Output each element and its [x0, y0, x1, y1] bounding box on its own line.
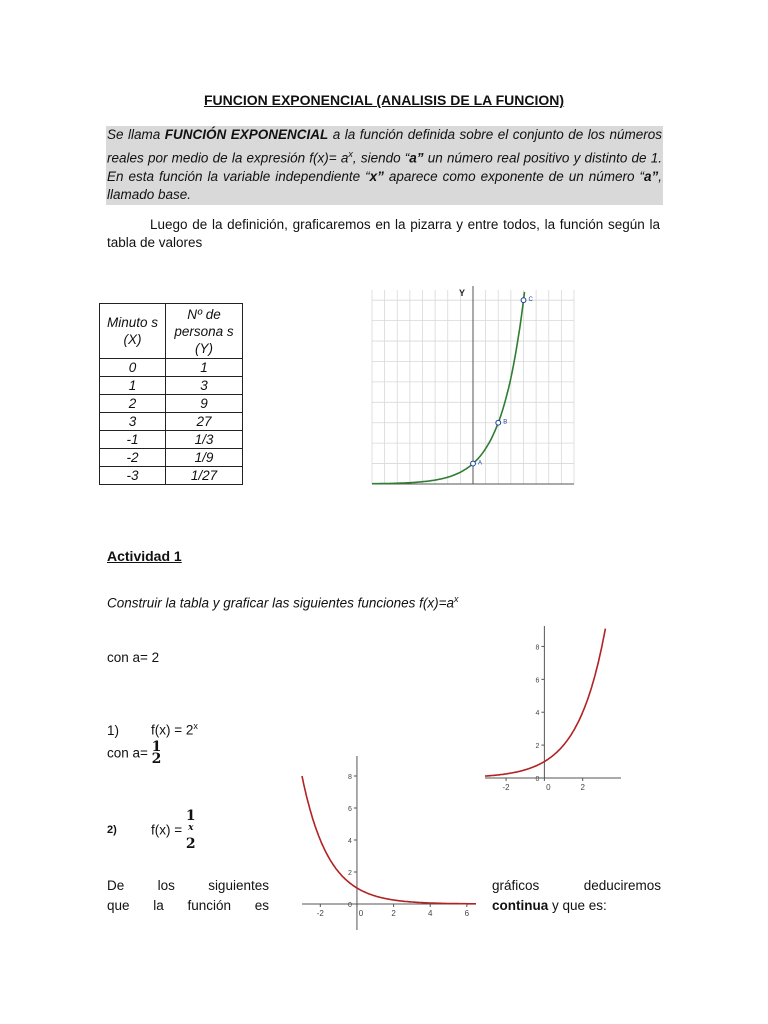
fraction-half [152, 741, 162, 765]
def-text-1: Se llama [107, 127, 165, 142]
x-tick-label: 4 [427, 909, 433, 918]
exponential-chart-3x [368, 282, 578, 494]
y-tick-label: 0 [535, 776, 540, 783]
y-tick-label: 2 [535, 743, 540, 751]
y-tick-label: 8 [348, 774, 352, 781]
def-bold-term: FUNCIÓN EXPONENCIAL [164, 127, 329, 142]
word: De [107, 878, 125, 893]
y-axis-label: Y [459, 288, 466, 298]
x-tick-label: 0 [358, 909, 364, 918]
word: siguientes [208, 878, 269, 893]
fraction-numerator: 1 [151, 739, 162, 755]
def-text-4: un número real positivo y distinto de 1. En esta función la variable independiente “ [107, 150, 663, 184]
cell-x: 3 [100, 413, 166, 431]
intro-text: Luego de la definición, graficaremos en la pizarra y entre todos, la función según la tabla de valores [107, 217, 660, 250]
item-2-sup: x [188, 823, 194, 833]
instruction-sup: x [454, 594, 459, 604]
data-point [521, 298, 526, 303]
table-row [100, 359, 243, 377]
word: función [187, 898, 231, 913]
word: deduciremos [583, 878, 661, 893]
x-tick-label: -2 [502, 783, 510, 792]
word: la [153, 898, 164, 913]
series-line [485, 629, 605, 777]
word: gráficos [492, 878, 540, 893]
cell-y: 1/9 [166, 449, 243, 467]
continua-bold: continua [492, 898, 549, 913]
conclusion-line2-left [107, 898, 269, 913]
base-case-2 [107, 741, 161, 765]
y-tick-label: 4 [348, 838, 352, 845]
def-bold-x: x” [369, 168, 384, 184]
item-1 [107, 721, 198, 738]
def-text-5: aparece como exponente de un número “ [383, 168, 644, 184]
def-text-2: a la función definida sobre el conjunto de los números reales por medio de la expresión f(x)= a [107, 127, 662, 165]
item-2-number: 2) [107, 823, 117, 836]
fraction-denominator: 2 [151, 751, 162, 767]
table-header-row [100, 304, 243, 359]
table-row [100, 377, 243, 395]
y-tick-label: 4 [535, 710, 540, 718]
cell-y: 3 [166, 377, 243, 395]
base-case-1: con a= 2 [107, 650, 160, 665]
def-bold-a-2: a” [643, 168, 659, 184]
fraction-half-2 [186, 810, 196, 850]
word: los [157, 878, 175, 893]
def-sup-x: x [348, 148, 353, 159]
definition-box [106, 126, 663, 205]
table-row [100, 431, 243, 449]
y-tick-label: 6 [348, 806, 352, 813]
data-point [496, 420, 501, 425]
word: que [107, 898, 130, 913]
fraction-denominator-2: 2 [185, 835, 196, 852]
conclusion-end: y que es: [548, 898, 607, 913]
x-tick-label: -2 [316, 909, 324, 918]
series-line [302, 776, 476, 904]
item-1-number: 1) [107, 722, 120, 738]
table-row [100, 413, 243, 431]
data-point-label: A [478, 460, 483, 467]
activity-title: Actividad 1 [107, 548, 182, 564]
def-text-3: , siendo “ [352, 150, 410, 165]
table-header-x [100, 304, 166, 359]
y-tick-label: 6 [535, 677, 540, 685]
cell-x: 0 [100, 359, 166, 377]
def-bold-a: a” [409, 150, 424, 165]
table-row [100, 395, 243, 413]
cell-x: -2 [100, 449, 166, 467]
y-tick-label: 8 [535, 644, 540, 652]
cell-y: 27 [166, 413, 243, 431]
instruction-text [107, 594, 459, 611]
exponential-chart-2x [483, 618, 623, 796]
cell-y: 1 [166, 359, 243, 377]
item-2-expr: f(x) = [151, 822, 186, 838]
values-table [99, 303, 243, 485]
y-tick-label: 2 [348, 870, 352, 877]
item-1-sup: x [193, 721, 198, 731]
data-point [471, 461, 476, 466]
conclusion-line1-right [492, 878, 661, 893]
conclusion-line1-left [107, 878, 269, 893]
data-point-label: B [503, 419, 508, 426]
item-2 [107, 810, 196, 850]
intro-paragraph [107, 216, 660, 252]
table-row [100, 449, 243, 467]
fraction-numerator-2 [186, 810, 196, 838]
base-case-2-label: con a= [107, 745, 152, 761]
cell-x: -1 [100, 431, 166, 449]
data-point-label: C [528, 297, 533, 304]
x-tick-label: 0 [546, 783, 551, 792]
cell-y: 1/3 [166, 431, 243, 449]
x-tick-label: 6 [464, 909, 470, 918]
header-y-text: Nº de persona s (Y) [174, 306, 234, 356]
page-title: FUNCION EXPONENCIAL (ANALISIS DE LA FUNCION) [203, 92, 565, 108]
instruction-main: Construir la tabla y graficar las siguientes funciones f(x)=a [107, 595, 455, 611]
table-header-y [166, 304, 243, 359]
cell-y: 9 [166, 395, 243, 413]
x-tick-label: 2 [580, 783, 585, 792]
x-tick-label: 2 [391, 909, 396, 918]
cell-x: 1 [100, 377, 166, 395]
y-tick-label: 0 [348, 902, 352, 909]
exponential-chart-half-x [298, 752, 480, 932]
word: es [254, 898, 269, 913]
cell-y: 1/27 [166, 467, 243, 485]
header-x-text: Minuto s (X) [106, 315, 159, 347]
cell-x: -3 [100, 467, 166, 485]
item-1-expr: f(x) = 2 [151, 722, 194, 738]
conclusion-line2-right [492, 898, 607, 913]
cell-x: 2 [100, 395, 166, 413]
def-text-6: , llamado base. [107, 168, 662, 202]
table-row [100, 467, 243, 485]
frac-num-2: 1 [185, 808, 196, 824]
